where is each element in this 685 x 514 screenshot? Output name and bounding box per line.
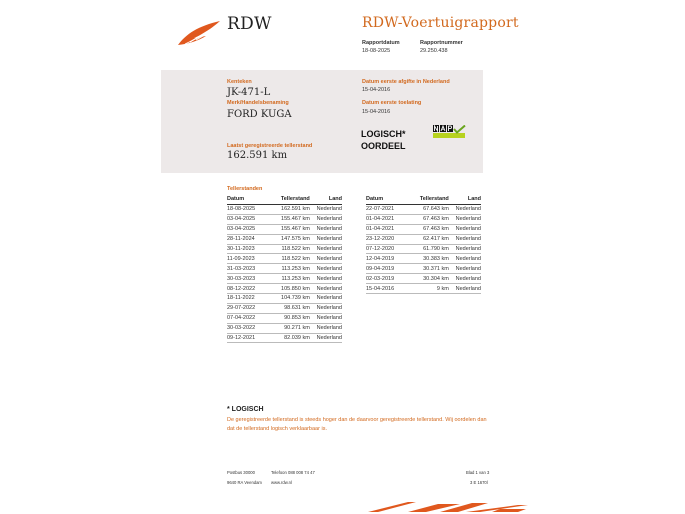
row-date: 31-03-2023 [227, 264, 273, 274]
row-odometer: 113.253 km [273, 264, 310, 274]
organisation-name: RDW [227, 14, 272, 34]
table-row [227, 244, 342, 254]
footer-page-number: Blad 1 van 3 [466, 470, 490, 475]
row-odometer: 98.631 km [273, 303, 310, 313]
row-country: Nederland [449, 254, 481, 264]
row-odometer: 162.591 km [273, 205, 310, 215]
nap-logo-icon [433, 125, 467, 139]
row-odometer: 118.522 km [273, 244, 310, 254]
row-country: Nederland [310, 333, 342, 343]
mileage-section-title: Tellerstanden [227, 186, 263, 192]
row-date: 28-11-2024 [227, 234, 273, 244]
row-country: Nederland [449, 234, 481, 244]
row-odometer: 9 km [412, 284, 449, 294]
table-row [366, 284, 481, 294]
table-row [227, 205, 342, 215]
row-country: Nederland [310, 214, 342, 224]
row-country: Nederland [310, 234, 342, 244]
table-row [227, 323, 342, 333]
make-label: Merk/Handelsbenaming [227, 100, 289, 106]
row-date: 09-12-2021 [227, 333, 273, 343]
last-odometer-value: 162.591 km [227, 150, 288, 161]
verdict-line-2: OORDEEL [361, 141, 406, 151]
row-date: 15-04-2016 [366, 284, 412, 294]
row-country: Nederland [310, 284, 342, 294]
row-country: Nederland [449, 274, 481, 284]
col-header-odometer: Tellerstand [412, 195, 449, 205]
first-admission-value: 15-04-2016 [362, 109, 391, 115]
row-date: 30-03-2023 [227, 274, 273, 284]
table-row [366, 234, 481, 244]
table-row [227, 264, 342, 274]
row-odometer: 62.417 km [412, 234, 449, 244]
row-odometer: 61.790 km [412, 244, 449, 254]
note-title: * LOGISCH [227, 406, 264, 413]
table-row [227, 274, 342, 284]
note-text: De geregistreerde tellerstand is steeds hoger dan de daarvoor geregistreerde tellerstand. Wij oordelen dan dat de tellerstand logisch verklaarbaar is. [227, 417, 487, 432]
vehicle-info-panel [161, 70, 483, 173]
row-odometer: 104.739 km [273, 294, 310, 304]
table-row [227, 234, 342, 244]
footer-code: 3 E 1670l [470, 480, 488, 485]
row-odometer: 105.850 km [273, 284, 310, 294]
row-odometer: 30.383 km [412, 254, 449, 264]
table-row [366, 254, 481, 264]
row-country: Nederland [449, 205, 481, 215]
col-header-odometer: Tellerstand [273, 195, 310, 205]
row-odometer: 155.467 km [273, 214, 310, 224]
rdw-logo-icon [176, 18, 222, 48]
row-date: 22-07-2021 [366, 205, 412, 215]
row-date: 09-04-2019 [366, 264, 412, 274]
row-country: Nederland [310, 303, 342, 313]
row-odometer: 82.039 km [273, 333, 310, 343]
row-odometer: 118.522 km [273, 254, 310, 264]
row-odometer: 90.853 km [273, 313, 310, 323]
row-odometer: 67.643 km [412, 205, 449, 215]
row-country: Nederland [310, 244, 342, 254]
table-row [227, 254, 342, 264]
row-date: 01-04-2021 [366, 224, 412, 234]
report-number-label: Rapportnummer [420, 40, 463, 46]
row-country: Nederland [310, 274, 342, 284]
first-admission-label: Datum eerste toelating [362, 100, 422, 106]
table-row [366, 244, 481, 254]
row-country: Nederland [310, 205, 342, 215]
verdict [361, 128, 421, 152]
row-date: 07-12-2020 [366, 244, 412, 254]
col-header-country: Land [449, 195, 481, 205]
report-date: 18-08-2025 [362, 48, 391, 54]
row-odometer: 67.463 km [412, 224, 449, 234]
report-title: RDW-Voertuigrapport [362, 15, 519, 31]
mileage-table-left [227, 195, 342, 343]
mileage-table-right [366, 195, 481, 294]
footer-postbus: Postbus 30000 [227, 470, 255, 475]
row-country: Nederland [449, 224, 481, 234]
row-odometer: 30.371 km [412, 264, 449, 274]
report-date-label: Rapportdatum [362, 40, 400, 46]
footer-city: 9640 RA Veendam [227, 480, 262, 485]
row-odometer: 147.575 km [273, 234, 310, 244]
col-header-country: Land [310, 195, 342, 205]
row-country: Nederland [310, 313, 342, 323]
row-country: Nederland [310, 254, 342, 264]
table-row [366, 205, 481, 215]
decorative-stripes-icon [368, 500, 528, 514]
row-country: Nederland [310, 294, 342, 304]
make-value: FORD KUGA [227, 109, 292, 120]
row-odometer: 67.463 km [412, 214, 449, 224]
first-admission-nl-value: 15-04-2016 [362, 87, 391, 93]
row-country: Nederland [449, 214, 481, 224]
table-row [366, 264, 481, 274]
table-row [227, 303, 342, 313]
table-row [227, 284, 342, 294]
row-date: 07-04-2022 [227, 313, 273, 323]
plate-label: Kenteken [227, 79, 252, 85]
last-odometer-label: Laatst geregistreerde tellerstand [227, 143, 313, 149]
row-country: Nederland [449, 244, 481, 254]
table-row [227, 313, 342, 323]
first-admission-nl-label: Datum eerste afgifte in Nederland [362, 79, 450, 85]
report-number: 29.250.438 [420, 48, 448, 54]
verdict-line-1: LOGISCH* [361, 129, 406, 139]
row-date: 11-09-2023 [227, 254, 273, 264]
row-date: 02-03-2019 [366, 274, 412, 284]
row-date: 12-04-2019 [366, 254, 412, 264]
row-odometer: 155.467 km [273, 224, 310, 234]
row-date: 29-07-2022 [227, 303, 273, 313]
row-date: 23-12-2020 [366, 234, 412, 244]
col-header-date: Datum [366, 195, 412, 205]
col-header-date: Datum [227, 195, 273, 205]
row-country: Nederland [310, 264, 342, 274]
row-date: 30-11-2023 [227, 244, 273, 254]
row-date: 03-04-2025 [227, 214, 273, 224]
row-odometer: 90.271 km [273, 323, 310, 333]
table-row [227, 224, 342, 234]
row-country: Nederland [310, 224, 342, 234]
row-date: 30-03-2022 [227, 323, 273, 333]
row-country: Nederland [310, 323, 342, 333]
row-date: 01-04-2021 [366, 214, 412, 224]
table-row [366, 214, 481, 224]
table-row [366, 274, 481, 284]
row-date: 03-04-2025 [227, 224, 273, 234]
row-odometer: 30.304 km [412, 274, 449, 284]
row-country: Nederland [449, 284, 481, 294]
row-date: 08-12-2022 [227, 284, 273, 294]
table-row [227, 294, 342, 304]
row-date: 18-11-2022 [227, 294, 273, 304]
footer-phone: Telefoon 088 008 74 47 [271, 470, 315, 475]
row-date: 18-08-2025 [227, 205, 273, 215]
row-country: Nederland [449, 264, 481, 274]
plate-value: JK-471-L [227, 87, 271, 98]
table-row [366, 224, 481, 234]
row-odometer: 113.253 km [273, 274, 310, 284]
table-row [227, 214, 342, 224]
table-row [227, 333, 342, 343]
footer-website[interactable]: www.rdw.nl [271, 480, 292, 485]
